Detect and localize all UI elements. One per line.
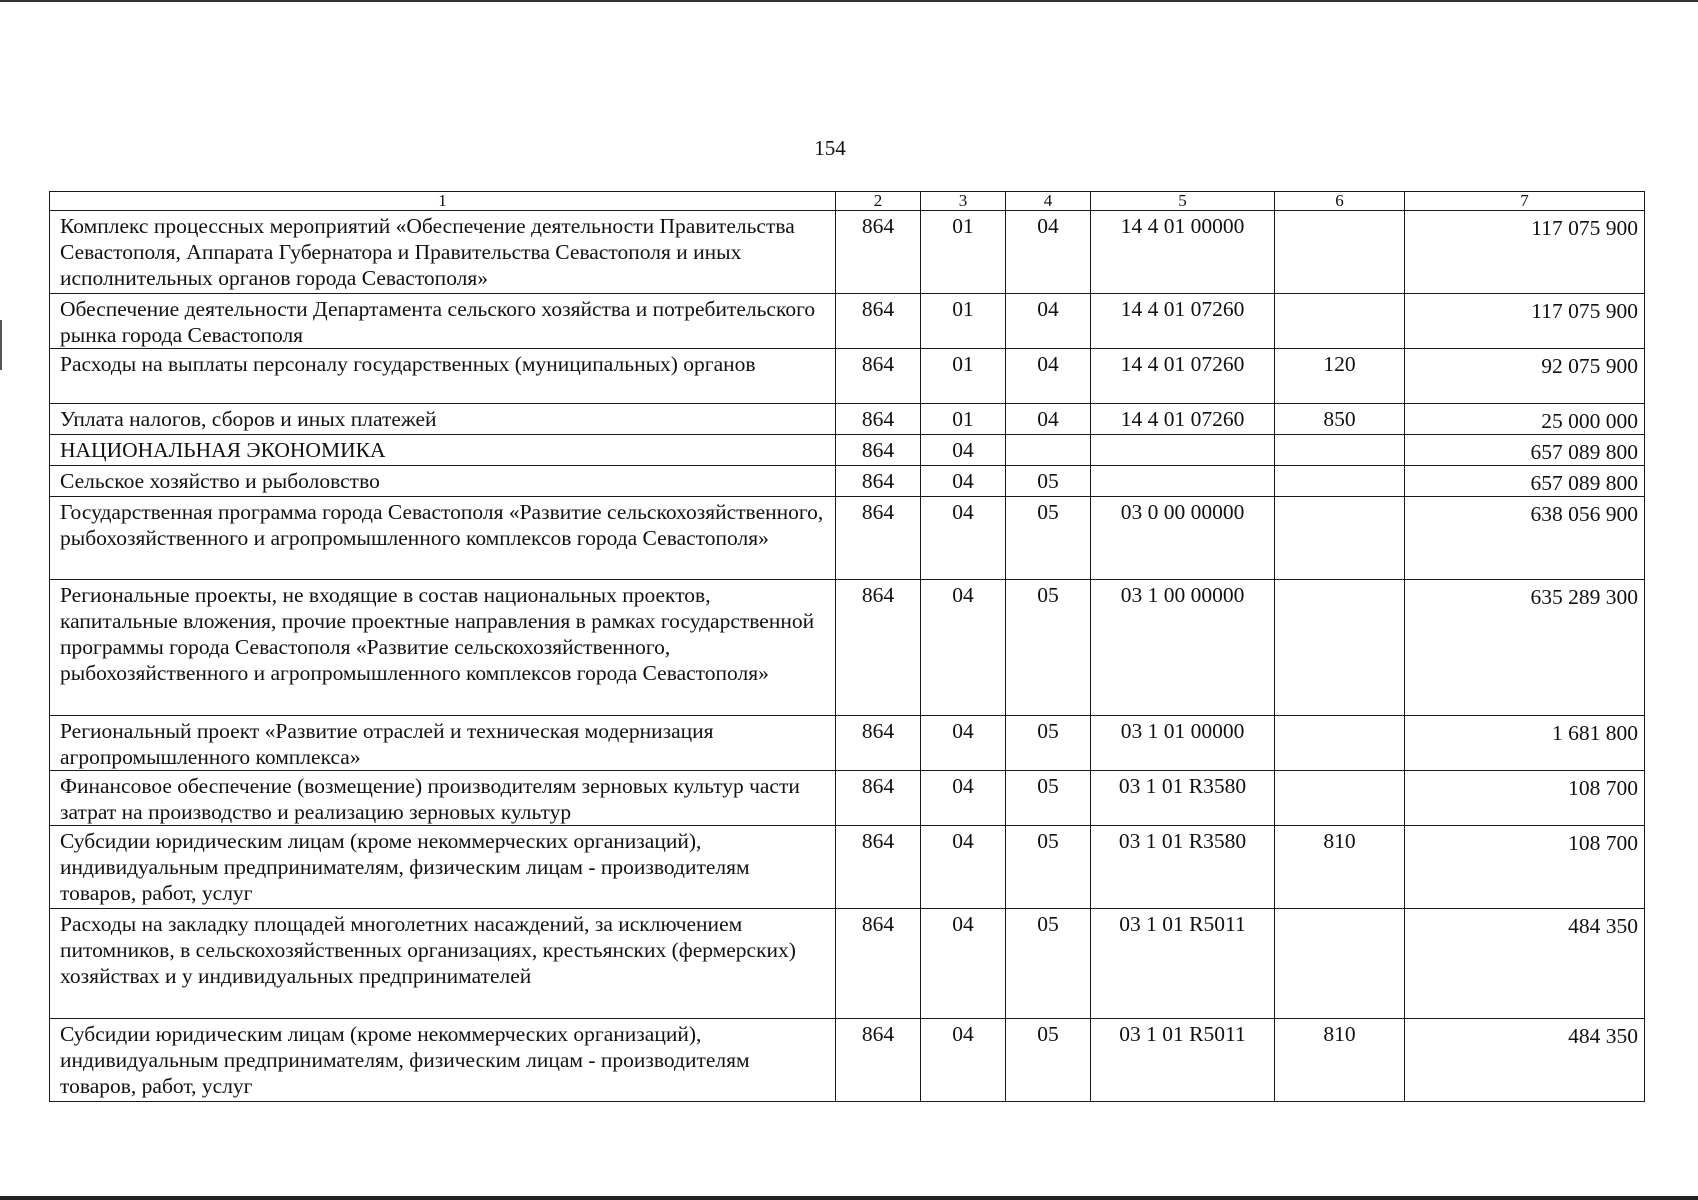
expense-name: Государственная программа города Севастополя «Развитие сельскохозяйственного, рыбохозяйственного и агропромышленного комплексов города Севастополя» <box>50 497 836 580</box>
table-row <box>50 466 1645 497</box>
scan-top-edge <box>0 0 1698 2</box>
page-number: 154 <box>814 136 846 160</box>
section-code: 04 <box>921 1019 1006 1102</box>
expense-name: Региональный проект «Развитие отраслей и техническая модернизация агропромышленного комплекса» <box>50 716 836 771</box>
column-header: 5 <box>1091 192 1275 211</box>
expense-type-code <box>1275 211 1405 294</box>
amount: 657 089 800 <box>1405 466 1645 497</box>
table-row <box>50 909 1645 1019</box>
expense-name: Сельское хозяйство и рыболовство <box>50 466 836 497</box>
target-article-code: 03 1 01 R3580 <box>1091 826 1275 909</box>
expense-name: НАЦИОНАЛЬНАЯ ЭКОНОМИКА <box>50 435 836 466</box>
expense-name: Региональные проекты, не входящие в состав национальных проектов, капитальные вложения, прочие проектные направления в рамках государственной программы города Севастополя «Развитие сельскохозяйственного, рыбохозяйственного и агропромышленного комплексов города Севастополя» <box>50 580 836 716</box>
ministry-code: 864 <box>836 1019 921 1102</box>
table-row <box>50 404 1645 435</box>
amount: 657 089 800 <box>1405 435 1645 466</box>
column-header: 1 <box>50 192 836 211</box>
ministry-code: 864 <box>836 435 921 466</box>
section-code: 04 <box>921 435 1006 466</box>
subsection-code: 05 <box>1006 826 1091 909</box>
target-article-code: 03 1 01 R5011 <box>1091 909 1275 1019</box>
expense-name: Уплата налогов, сборов и иных платежей <box>50 404 836 435</box>
table-row <box>50 294 1645 349</box>
amount: 108 700 <box>1405 826 1645 909</box>
amount: 92 075 900 <box>1405 349 1645 404</box>
subsection-code <box>1006 435 1091 466</box>
ministry-code: 864 <box>836 909 921 1019</box>
expense-type-code <box>1275 497 1405 580</box>
table-row <box>50 826 1645 909</box>
target-article-code: 03 1 01 R3580 <box>1091 771 1275 826</box>
section-code: 01 <box>921 349 1006 404</box>
expense-type-code <box>1275 909 1405 1019</box>
column-header: 4 <box>1006 192 1091 211</box>
table-row <box>50 1019 1645 1102</box>
subsection-code: 04 <box>1006 404 1091 435</box>
amount: 484 350 <box>1405 909 1645 1019</box>
column-header: 3 <box>921 192 1006 211</box>
amount: 25 000 000 <box>1405 404 1645 435</box>
column-header: 7 <box>1405 192 1645 211</box>
section-code: 04 <box>921 466 1006 497</box>
target-article-code: 14 4 01 07260 <box>1091 294 1275 349</box>
subsection-code: 05 <box>1006 716 1091 771</box>
subsection-code: 05 <box>1006 771 1091 826</box>
column-number-row <box>50 192 1645 211</box>
expense-name: Расходы на закладку площадей многолетних насаждений, за исключением питомников, в сельскохозяйственных организациях, крестьянских (фермерских) хозяйствах и у индивидуальных предпринимателей <box>50 909 836 1019</box>
subsection-code: 05 <box>1006 1019 1091 1102</box>
ministry-code: 864 <box>836 294 921 349</box>
amount: 635 289 300 <box>1405 580 1645 716</box>
expense-name: Субсидии юридическим лицам (кроме некоммерческих организаций), индивидуальным предпринимателям, физическим лицам - производителям товаров, работ, услуг <box>50 1019 836 1102</box>
expense-name: Расходы на выплаты персоналу государственных (муниципальных) органов <box>50 349 836 404</box>
section-code: 01 <box>921 294 1006 349</box>
target-article-code <box>1091 466 1275 497</box>
target-article-code: 14 4 01 07260 <box>1091 404 1275 435</box>
section-code: 01 <box>921 404 1006 435</box>
table-row <box>50 435 1645 466</box>
subsection-code: 04 <box>1006 211 1091 294</box>
amount: 117 075 900 <box>1405 294 1645 349</box>
subsection-code: 05 <box>1006 497 1091 580</box>
expense-type-code <box>1275 716 1405 771</box>
ministry-code: 864 <box>836 404 921 435</box>
subsection-code: 05 <box>1006 580 1091 716</box>
amount: 108 700 <box>1405 771 1645 826</box>
table-row <box>50 349 1645 404</box>
scan-margin-mark <box>0 320 2 370</box>
expense-name: Обеспечение деятельности Департамента сельского хозяйства и потребительского рынка города Севастополя <box>50 294 836 349</box>
subsection-code: 05 <box>1006 909 1091 1019</box>
target-article-code <box>1091 435 1275 466</box>
column-header: 2 <box>836 192 921 211</box>
target-article-code: 03 1 01 R5011 <box>1091 1019 1275 1102</box>
expense-type-code: 810 <box>1275 1019 1405 1102</box>
section-code: 01 <box>921 211 1006 294</box>
ministry-code: 864 <box>836 716 921 771</box>
table-row <box>50 497 1645 580</box>
amount: 1 681 800 <box>1405 716 1645 771</box>
amount: 117 075 900 <box>1405 211 1645 294</box>
target-article-code: 14 4 01 00000 <box>1091 211 1275 294</box>
ministry-code: 864 <box>836 349 921 404</box>
scan-bottom-edge <box>0 1196 1698 1200</box>
ministry-code: 864 <box>836 771 921 826</box>
expense-type-code: 810 <box>1275 826 1405 909</box>
ministry-code: 864 <box>836 466 921 497</box>
budget-table <box>49 191 1645 1102</box>
section-code: 04 <box>921 909 1006 1019</box>
section-code: 04 <box>921 826 1006 909</box>
target-article-code: 03 1 00 00000 <box>1091 580 1275 716</box>
expense-type-code <box>1275 580 1405 716</box>
section-code: 04 <box>921 580 1006 716</box>
subsection-code: 04 <box>1006 349 1091 404</box>
column-header: 6 <box>1275 192 1405 211</box>
section-code: 04 <box>921 497 1006 580</box>
expense-name: Субсидии юридическим лицам (кроме некоммерческих организаций), индивидуальным предпринимателям, физическим лицам - производителям товаров, работ, услуг <box>50 826 836 909</box>
expense-name: Комплекс процессных мероприятий «Обеспечение деятельности Правительства Севастополя, Аппарата Губернатора и Правительства Севастополя и иных исполнительных органов города Севастополя» <box>50 211 836 294</box>
ministry-code: 864 <box>836 580 921 716</box>
expense-type-code <box>1275 294 1405 349</box>
expense-type-code <box>1275 466 1405 497</box>
table-row <box>50 211 1645 294</box>
target-article-code: 03 0 00 00000 <box>1091 497 1275 580</box>
expense-type-code: 850 <box>1275 404 1405 435</box>
target-article-code: 03 1 01 00000 <box>1091 716 1275 771</box>
subsection-code: 05 <box>1006 466 1091 497</box>
ministry-code: 864 <box>836 497 921 580</box>
expense-name: Финансовое обеспечение (возмещение) производителям зерновых культур части затрат на производство и реализацию зерновых культур <box>50 771 836 826</box>
table-row <box>50 716 1645 771</box>
section-code: 04 <box>921 716 1006 771</box>
target-article-code: 14 4 01 07260 <box>1091 349 1275 404</box>
expense-type-code <box>1275 435 1405 466</box>
table-row <box>50 580 1645 716</box>
ministry-code: 864 <box>836 826 921 909</box>
section-code: 04 <box>921 771 1006 826</box>
ministry-code: 864 <box>836 211 921 294</box>
amount: 484 350 <box>1405 1019 1645 1102</box>
expense-type-code: 120 <box>1275 349 1405 404</box>
subsection-code: 04 <box>1006 294 1091 349</box>
expense-type-code <box>1275 771 1405 826</box>
amount: 638 056 900 <box>1405 497 1645 580</box>
table-row <box>50 771 1645 826</box>
